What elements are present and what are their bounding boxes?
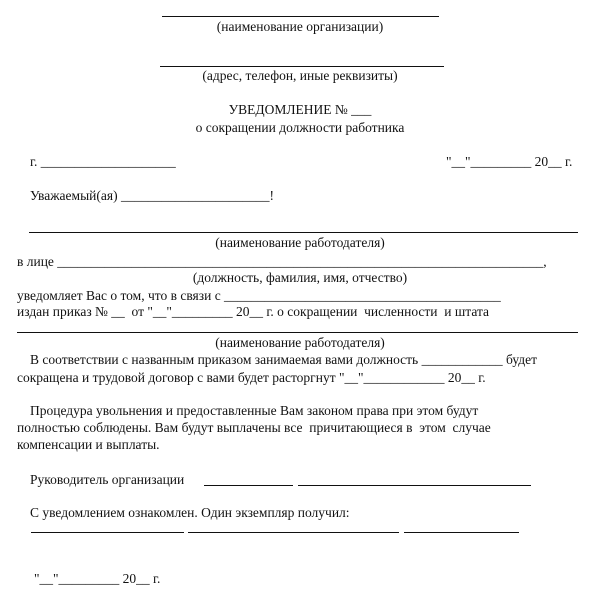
- ack-signature-line-2: [188, 532, 399, 533]
- address-caption: (адрес, телефон, иные реквизиты): [202, 68, 398, 83]
- head-name-line: [298, 485, 531, 486]
- employer-name-line-2: [17, 332, 578, 333]
- employer-name-line: [29, 232, 578, 233]
- city-field: г. ____________________: [30, 154, 176, 169]
- paragraph-2-line-2: полностью соблюдены. Вам будут выплачены все причитающиеся в этом случае: [17, 420, 491, 435]
- head-signature-line: [204, 485, 293, 486]
- notify-line: уведомляет Вас о том, что в связи с _________________________________________: [17, 288, 501, 303]
- employer-caption: (наименование работодателя): [215, 235, 385, 250]
- head-signature-label: Руководитель организации: [30, 472, 185, 487]
- org-name-line: [162, 16, 439, 17]
- org-name-caption: (наименование организации): [216, 19, 384, 34]
- paragraph-1-line-2: сокращена и трудовой договор с вами будет расторгнут "__"____________ 20__ г.: [17, 370, 486, 385]
- paragraph-2-line-3: компенсации и выплаты.: [17, 437, 160, 452]
- salutation: Уважаемый(ая) ______________________!: [30, 188, 274, 203]
- ack-signature-line-1: [31, 532, 184, 533]
- employer-caption-2: (наименование работодателя): [215, 335, 385, 350]
- acknowledgement-text: С уведомлением ознакомлен. Один экземпляр получил:: [30, 505, 350, 520]
- address-line: [160, 66, 444, 67]
- document-title: УВЕДОМЛЕНИЕ № ___: [228, 102, 372, 117]
- person-caption: (должность, фамилия, имя, отчество): [192, 270, 408, 285]
- paragraph-1-line-1: В соответствии с названным приказом занимаемая вами должность ____________ будет: [30, 352, 537, 367]
- in-person-line: в лице ________________________________________________________________________,: [17, 254, 547, 269]
- final-date: "__"_________ 20__ г.: [34, 571, 161, 586]
- ack-signature-line-3: [404, 532, 519, 533]
- paragraph-2-line-1: Процедура увольнения и предоставленные Вам законом права при этом будут: [30, 403, 479, 418]
- order-line: издан приказ № __ от "__"_________ 20__ г. о сокращении численности и штата: [17, 304, 490, 319]
- date-field: "__"_________ 20__ г.: [446, 154, 573, 169]
- document-subtitle: о сокращении должности работника: [195, 120, 405, 135]
